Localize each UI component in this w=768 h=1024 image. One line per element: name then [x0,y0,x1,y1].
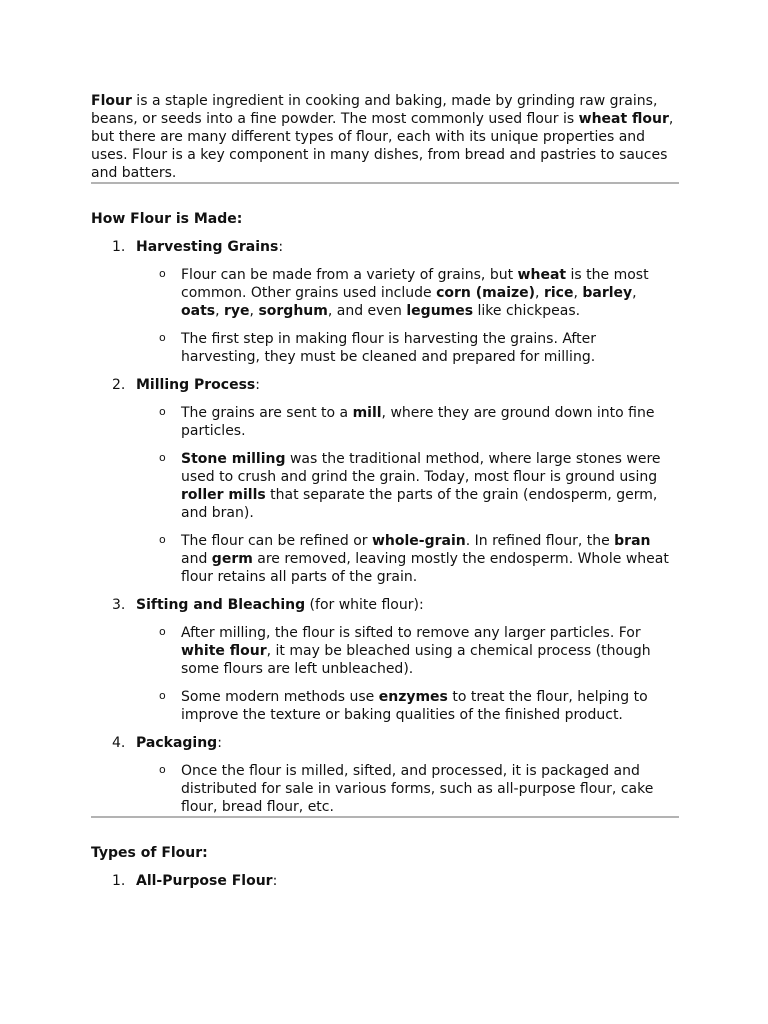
intro-text: , but there are many different types of flour, each with its unique properties and uses. Flour is a key component in many dishes, from bread and pastries to sauces and batters. [91,111,674,181]
step-heading: Sifting and Bleaching (for white flour): [136,597,424,613]
sub-item: o The flour can be refined or whole-grain. In refined flour, the bran and germ are removed, leaving mostly the endosperm. Whole wheat flour retains all parts of the grain. [159,533,669,585]
step-number: 3. [112,597,126,613]
bullet-icon: o [159,451,166,464]
steps-list [91,238,679,816]
step-heading: Harvesting Grains: [136,239,284,255]
bullet-icon: o [159,405,166,418]
document-body [91,92,679,890]
sub-item: o The grains are sent to a mill, where they are ground down into fine particles. [159,405,655,439]
bullet-icon: o [159,763,166,776]
intro-text: is a staple ingredient in cooking and baking, made by grinding raw grains, beans, or seeds into a fine powder. The most commonly used flour is [91,93,658,127]
intro-paragraph [91,92,679,182]
step-number: 4. [112,735,126,751]
sub-item: o The first step in making flour is harvesting the grains. After harvesting, they must be cleaned and prepared for milling. [159,331,596,365]
sub-item: o Some modern methods use enzymes to treat the flour, helping to improve the texture or baking qualities of the finished product. [159,689,648,723]
sub-item: o Stone milling was the traditional method, where large stones were used to crush and grind the grain. Today, most flour is ground using roller mills that separate the parts of the grain (endosperm, germ, and bran). [159,451,661,521]
step-number: 1. [112,239,126,255]
step-item [91,734,679,816]
sub-list [136,762,679,816]
bullet-icon: o [159,625,166,638]
sub-item: o Flour can be made from a variety of grains, but wheat is the most common. Other grains used include corn (maize), rice, barley, oats, rye, sorghum, and even legumes like chickpeas. [159,267,649,319]
sub-item: o Once the flour is milled, sifted, and processed, it is packaged and distributed for sale in various forms, such as all-purpose flour, cake flour, bread flour, etc. [159,763,654,815]
step-number: 2. [112,377,126,393]
bullet-icon: o [159,331,166,344]
step-item [91,238,679,366]
step-item [91,376,679,586]
horizontal-rule [91,182,679,184]
step-heading: Milling Process: [136,377,260,393]
horizontal-rule [91,816,679,818]
step-heading: All-Purpose Flour: [136,873,278,889]
bullet-icon: o [159,533,166,546]
bullet-icon: o [159,267,166,280]
sub-list [136,624,679,724]
sub-list [136,266,679,366]
intro-bold: wheat flour [578,111,669,127]
step-number: 1. [112,873,126,889]
step-item [91,596,679,724]
section-heading-types-of-flour: Types of Flour: [91,845,208,861]
types-list [91,872,679,890]
bullet-icon: o [159,689,166,702]
sub-list [136,404,679,586]
intro-term: Flour [91,93,132,109]
step-heading: Packaging: [136,735,222,751]
section-heading-how-flour-is-made: How Flour is Made: [91,211,243,227]
step-item [91,872,679,890]
sub-item: o After milling, the flour is sifted to remove any larger particles. For white flour, it may be bleached using a chemical process (though some flours are left unbleached). [159,625,651,677]
